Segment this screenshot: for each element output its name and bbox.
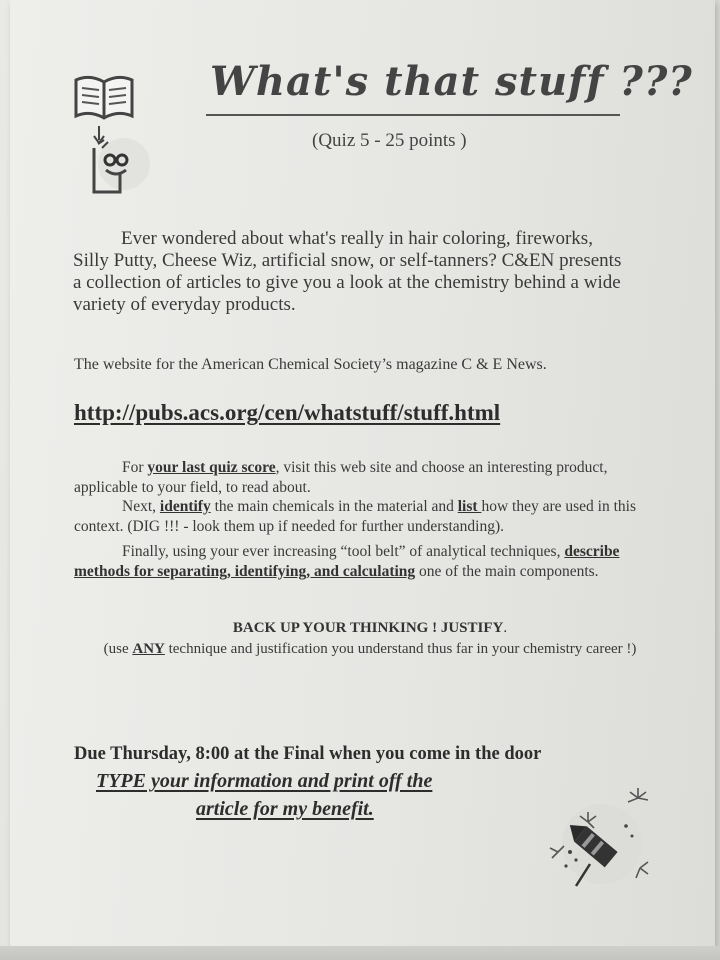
page-edge bbox=[0, 946, 720, 960]
text-span: For bbox=[122, 459, 148, 476]
instruction-paragraph-1 bbox=[74, 458, 644, 497]
type-instruction-line-2: article for my benefit. bbox=[196, 798, 374, 820]
due-date-line: Due Thursday, 8:00 at the Final when you come in the door bbox=[74, 744, 542, 764]
type-instruction-line-1: TYPE your information and print off the bbox=[96, 770, 433, 792]
backup-heading bbox=[10, 620, 720, 637]
title-underline bbox=[206, 114, 620, 116]
use-note bbox=[90, 640, 650, 659]
backup-main: BACK UP YOUR THINKING ! JUSTIFY bbox=[232, 620, 504, 636]
text-span: (use bbox=[103, 641, 133, 657]
website-description: The website for the American Chemical Society’s magazine C & E News. bbox=[74, 356, 547, 373]
intro-paragraph: Ever wondered about what's really in hair coloring, fireworks, Silly Putty, Cheese Wiz, artificial snow, or self-tanners? C&EN presents a collection of articles to give you a look at the chemistry behind a wide variety of everyday products. bbox=[73, 228, 622, 315]
instruction-paragraph-2 bbox=[74, 497, 659, 536]
emphasis-text: describe methods for separating, identifying, and calculating bbox=[74, 543, 620, 580]
open-book-icon bbox=[72, 72, 136, 128]
text-span: , visit this web site and choose an interesting product, applicable to your field, to read about. bbox=[74, 459, 608, 496]
emphasis-text: your last quiz score bbox=[147, 459, 276, 476]
text-span: Finally, using your ever increasing “tool belt” of analytical techniques, bbox=[122, 543, 565, 560]
text-span: one of the main components. bbox=[415, 562, 599, 580]
text-span: technique and justification you understand thus far in your chemistry career !) bbox=[164, 641, 637, 657]
website-url: http://pubs.acs.org/cen/whatstuff/stuff.html bbox=[74, 400, 501, 425]
emphasis-text: ANY bbox=[132, 641, 165, 657]
emphasis-text: identify bbox=[159, 498, 211, 515]
emphasis-text: list bbox=[457, 498, 482, 515]
subtitle: (Quiz 5 - 25 points ) bbox=[312, 130, 467, 151]
paper-sheet bbox=[10, 0, 715, 952]
text-span: how they are used in this context. (DIG !!! - look them up if needed for further understanding). bbox=[74, 498, 636, 535]
firework-rocket-icon bbox=[540, 782, 660, 890]
reader-with-glasses-icon bbox=[80, 134, 152, 198]
text-span: Next, bbox=[122, 498, 160, 515]
backup-tail: . bbox=[503, 620, 508, 636]
instruction-paragraph-3 bbox=[74, 542, 654, 581]
text-span: the main chemicals in the material and bbox=[210, 498, 458, 515]
page-title: What's that stuff ??? bbox=[210, 58, 693, 105]
